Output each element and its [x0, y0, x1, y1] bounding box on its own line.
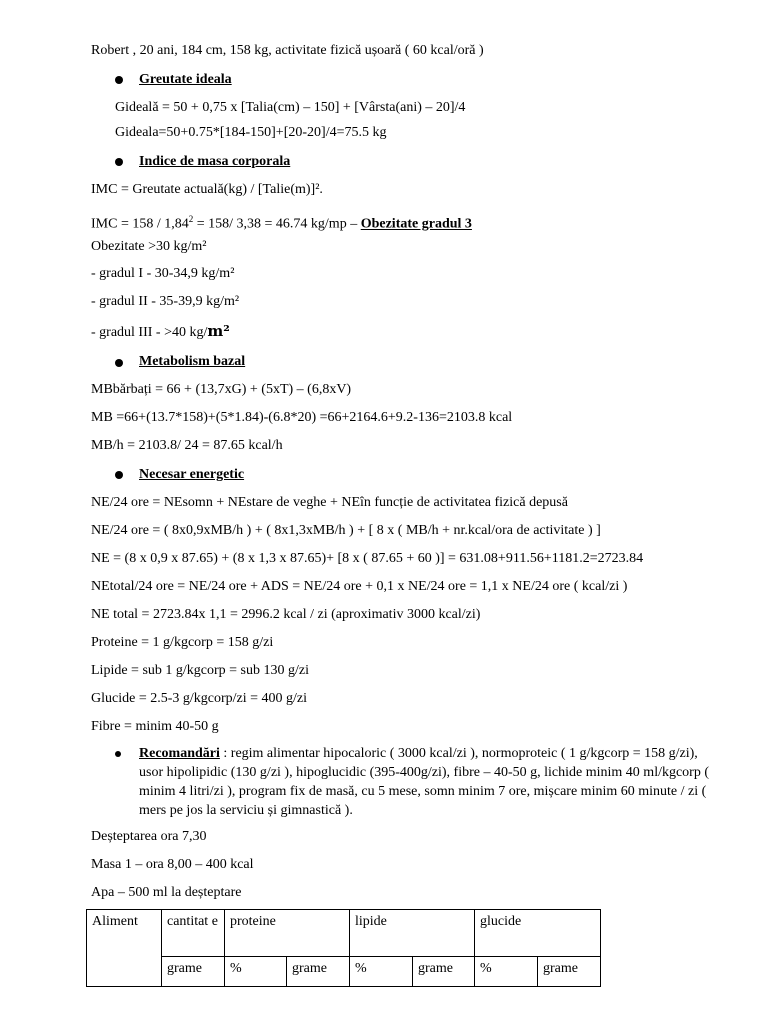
bullet-icon — [115, 471, 123, 479]
energy-formula-detail: NE/24 ore = ( 8x0,9xMB/h ) + ( 8x1,3xMB/h ) + [ 8 x ( MB/h + nr.kcal/ora de activitate ) ] — [91, 523, 601, 538]
table-subheader-grams: grame — [287, 957, 350, 987]
glucide-need: Glucide = 2.5-3 g/kgcorp/zi = 400 g/zi — [91, 691, 308, 706]
table-row — [87, 957, 601, 987]
recommendations-paragraph — [139, 744, 719, 820]
bmr-formula: MBbărbați = 66 + (13,7xG) + (5xT) – (6,8xV) — [91, 382, 352, 397]
table-subheader-grams: grame — [413, 957, 475, 987]
intro-line: Robert , 20 ani, 184 cm, 158 kg, activitate fizică ușoară ( 60 kcal/oră ) — [91, 43, 484, 58]
energy-total-formula: NEtotal/24 ore = NE/24 ore + ADS = NE/24 ore + 0,1 x NE/24 ore = 1,1 x NE/24 ore ( kcal/zi ) — [91, 579, 628, 594]
meal-1: Masa 1 – ora 8,00 – 400 kcal — [91, 857, 254, 872]
bmr-calc: MB =66+(13.7*158)+(5*1.84)-(6.8*20) =66+2164.6+9.2-136=2103.8 kcal — [91, 410, 513, 425]
bullet-icon — [115, 359, 123, 367]
obesity-grade-3-unit: m² — [207, 322, 230, 340]
bmi-formula: IMC = Greutate actuală(kg) / [Talie(m)]². — [91, 182, 323, 197]
table-row — [87, 910, 601, 957]
obesity-grade-3-text: - gradul III - >40 kg/ — [91, 325, 208, 340]
table-subheader-percent: % — [350, 957, 413, 987]
bmi-calc — [91, 210, 472, 234]
heading-bmi: Indice de masa corporala — [139, 154, 291, 169]
bmi-calc-part: IMC = 158 / 1,84 — [91, 216, 189, 232]
bmi-calc-exponent: 2 — [188, 214, 194, 224]
wake-up-time: Deșteptarea ora 7,30 — [91, 829, 207, 844]
recommendations-text: : regim alimentar hipocaloric ( 3000 kcal/zi ), normoproteic ( 1 g/kgcorp = 158 g/zi), usor hipolipidic (130 g/zi ), hipoglucidic (395-400g/zi), fibre – 40-50 g, lichide minim 40 ml/kgcorp ( minim 4 litri/zi ), program fix de masă, cu 5 mese, somn minim 7 ore, mișcare minim 60 minute / zi ( mers pe jos la serviciu și gimnastică ). — [139, 746, 710, 818]
table-header-glucides: glucide — [475, 910, 601, 957]
protein-need: Proteine = 1 g/kgcorp = 158 g/zi — [91, 635, 274, 650]
table-subheader-percent: % — [475, 957, 538, 987]
heading-basal-metabolism: Metabolism bazal — [139, 354, 246, 369]
water-intake: Apa – 500 ml la deșteptare — [91, 885, 242, 900]
bmr-hourly: MB/h = 2103.8/ 24 = 87.65 kcal/h — [91, 438, 283, 453]
table-header-proteins: proteine — [225, 910, 350, 957]
table-subheader-grams: grame — [538, 957, 601, 987]
fiber-need: Fibre = minim 40-50 g — [91, 719, 219, 734]
table-header-quantity: cantitat e — [162, 910, 225, 957]
table-header-aliment: Aliment — [87, 910, 162, 987]
ideal-weight-calc: Gideala=50+0.75*[184-150]+[20-20]/4=75.5 kg — [115, 125, 387, 140]
lipid-need: Lipide = sub 1 g/kgcorp = sub 130 g/zi — [91, 663, 309, 678]
bmi-result: Obezitate gradul 3 — [360, 216, 472, 232]
table-subheader-percent: % — [225, 957, 287, 987]
ideal-weight-formula: Gideală = 50 + 0,75 x [Talia(cm) – 150] + [Vârsta(ani) – 20]/4 — [115, 100, 466, 115]
heading-ideal-weight: Greutate ideala — [139, 72, 232, 87]
bullet-icon — [115, 751, 121, 757]
food-table — [86, 909, 601, 987]
energy-formula: NE/24 ore = NEsomn + NEstare de veghe + NEîn funcție de activitatea fizică depusă — [91, 495, 568, 510]
heading-energy-need: Necesar energetic — [139, 467, 245, 482]
obesity-grade-1: - gradul I - 30-34,9 kg/m² — [91, 266, 235, 281]
table-header-lipids: lipide — [350, 910, 475, 957]
energy-calc: NE = (8 x 0,9 x 87.65) + (8 x 1,3 x 87.65)+ [8 x ( 87.65 + 60 )] = 631.08+911.56+1181.2=2723.84 — [91, 551, 644, 566]
bmi-calc-part: = 158/ 3,38 = 46.74 kg/mp – — [193, 216, 361, 232]
table-subheader-grams: grame — [162, 957, 225, 987]
obesity-threshold: Obezitate >30 kg/m² — [91, 239, 207, 254]
energy-total-calc: NE total = 2723.84x 1,1 = 2996.2 kcal / zi (aproximativ 3000 kcal/zi) — [91, 607, 481, 622]
bullet-icon — [115, 76, 123, 84]
bullet-icon — [115, 158, 123, 166]
heading-recommendations: Recomandări — [139, 746, 220, 761]
obesity-grade-3 — [91, 322, 230, 342]
obesity-grade-2: - gradul II - 35-39,9 kg/m² — [91, 294, 240, 309]
